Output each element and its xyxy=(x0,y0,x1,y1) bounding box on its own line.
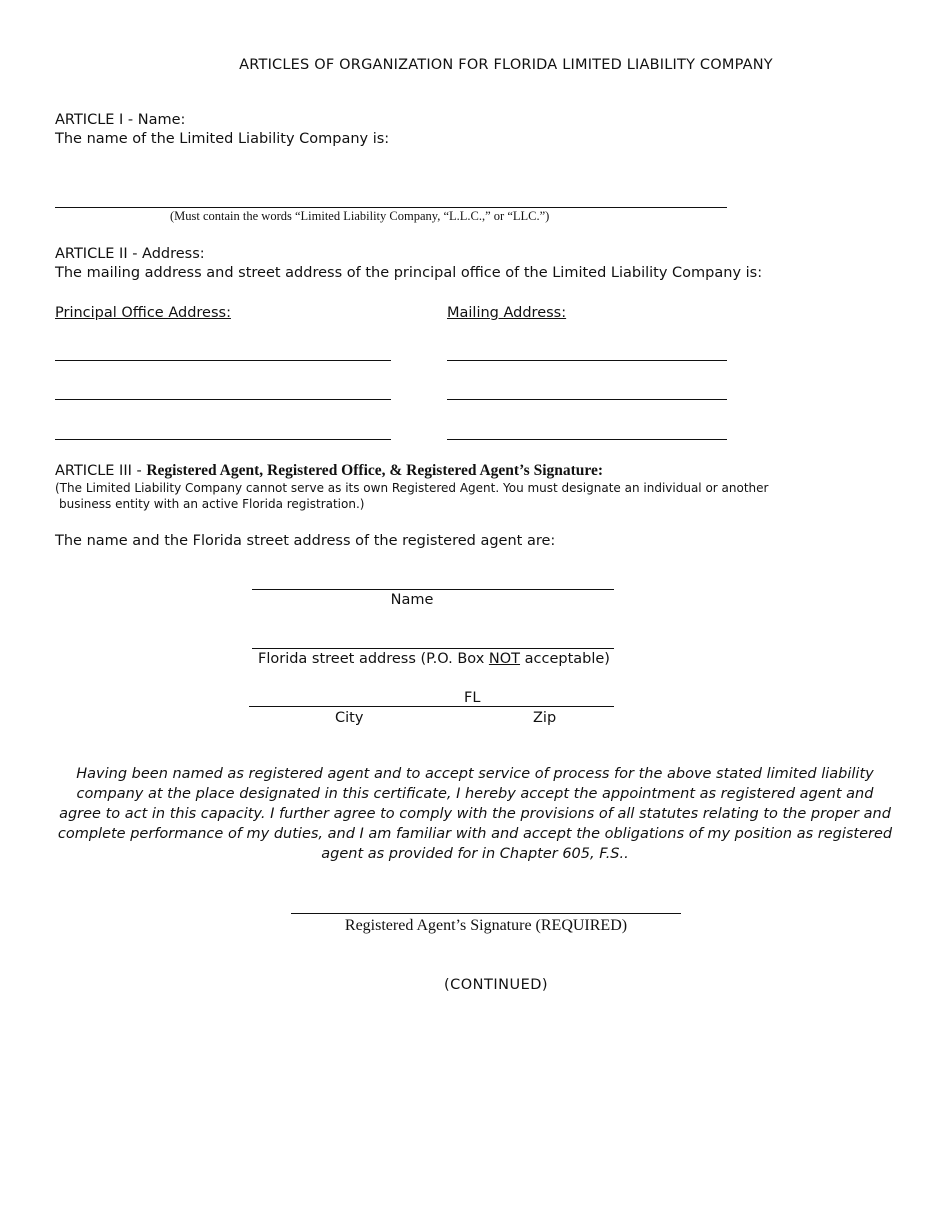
agent-signature-field[interactable] xyxy=(293,884,679,912)
principal-line-2 xyxy=(55,399,391,400)
llc-name-input[interactable] xyxy=(55,184,727,206)
article-3-note-line-1: (The Limited Liability Company cannot serve as its own Registered Agent. You must designate an individual or another xyxy=(55,481,769,495)
agent-street-input[interactable] xyxy=(252,625,614,647)
principal-address-line-2[interactable] xyxy=(55,376,391,398)
mailing-address-label: Mailing Address: xyxy=(447,305,567,321)
mailing-line-3 xyxy=(447,439,727,440)
principal-line-1 xyxy=(55,360,391,361)
agent-acceptance-statement: Having been named as registered agent and to accept service of process for the above stated limited liability company at the place designated in this certificate, I hereby accept the appointment as registered agent and agree to act in this capacity. I further agree to comply with the provisions of all statutes relating to the proper and complete performance of my duties, and I am familiar with and accept the obligations of my position as registered agent as provided for in Chapter 605, F.S.. xyxy=(57,766,893,862)
article-3-heading-bold: Registered Agent, Registered Office, & Registered Agent’s Signature: xyxy=(146,462,604,479)
principal-address-line-3[interactable] xyxy=(55,416,391,438)
article-3-heading-plain: ARTICLE III - xyxy=(55,463,147,479)
principal-address-line-1[interactable] xyxy=(55,337,391,359)
llc-name-note: (Must contain the words “Limited Liability Company, “L.L.C.,” or “LLC.”) xyxy=(170,209,550,223)
agent-city-line xyxy=(249,706,614,707)
continued-label: (CONTINUED) xyxy=(443,977,549,993)
principal-office-label: Principal Office Address: xyxy=(55,305,231,321)
agent-state-value: FL xyxy=(464,690,481,706)
article-3-note-line-2: business entity with an active Florida registration.) xyxy=(59,497,365,511)
article-1-text: The name of the Limited Liability Company is: xyxy=(55,131,390,147)
agent-street-label-after: acceptable) xyxy=(520,651,610,667)
agent-street-line xyxy=(252,648,614,649)
page-title: ARTICLES OF ORGANIZATION FOR FLORIDA LIMITED LIABILITY COMPANY xyxy=(239,57,773,73)
mailing-address-line-2[interactable] xyxy=(447,376,727,398)
agent-city-input[interactable] xyxy=(249,683,453,705)
agent-name-input[interactable] xyxy=(252,566,614,588)
article-2-heading: ARTICLE II - Address: xyxy=(55,246,205,262)
agent-name-line xyxy=(252,589,614,590)
mailing-line-2 xyxy=(447,399,727,400)
agent-street-label-not: NOT xyxy=(488,651,521,667)
agent-name-label: Name xyxy=(390,592,434,608)
agent-zip-input[interactable] xyxy=(500,683,614,705)
mailing-address-line-1[interactable] xyxy=(447,337,727,359)
llc-name-line xyxy=(55,207,727,208)
agent-street-label xyxy=(258,651,610,667)
agent-zip-label: Zip xyxy=(533,710,557,726)
article-3-heading xyxy=(55,462,603,480)
agent-city-label: City xyxy=(335,710,364,726)
principal-line-3 xyxy=(55,439,391,440)
article-2-text: The mailing address and street address of the principal office of the Limited Liability Company is: xyxy=(55,265,763,281)
mailing-address-line-3[interactable] xyxy=(447,416,727,438)
agent-signature-label: Registered Agent’s Signature (REQUIRED) xyxy=(344,917,628,934)
agent-street-label-before: Florida street address (P.O. Box xyxy=(258,651,489,667)
article-3-text: The name and the Florida street address of the registered agent are: xyxy=(55,533,556,549)
mailing-line-1 xyxy=(447,360,727,361)
agent-signature-line xyxy=(291,913,681,914)
article-1-heading: ARTICLE I - Name: xyxy=(55,112,186,128)
